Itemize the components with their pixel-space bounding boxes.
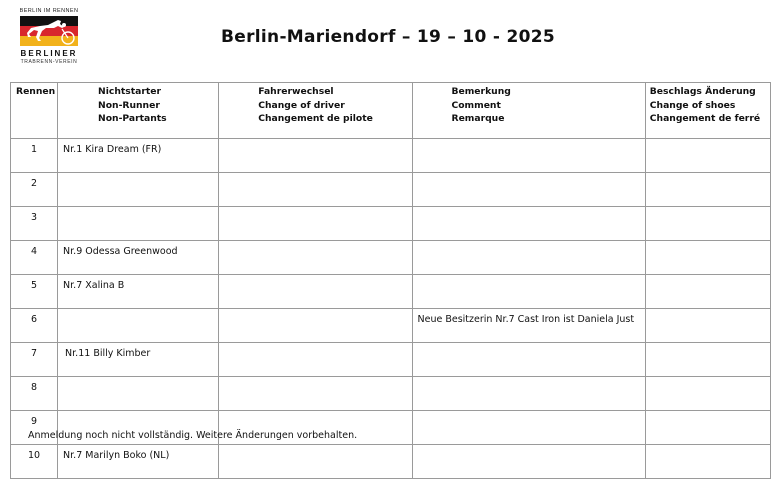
comment-cell: Neue Besitzerin Nr.7 Cast Iron ist Daniela Just [412,309,645,343]
table-row [11,173,771,207]
non-starter-cell: Nr.9 Odessa Greenwood [58,241,219,275]
comment-cell [412,275,645,309]
changes-table [10,82,771,479]
table-row [11,309,771,343]
driver-change-cell [219,377,412,411]
race-number: 3 [11,207,58,241]
driver-change-cell [219,309,412,343]
comment-cell [412,343,645,377]
driver-change-cell [219,445,412,479]
table-row [11,445,771,479]
driver-change-cell [219,207,412,241]
header-comment: Bemerkung Comment Remarque [412,83,645,139]
table-row [11,139,771,173]
race-number: 6 [11,309,58,343]
race-number: 8 [11,377,58,411]
logo-name: BERLINER [20,49,78,58]
comment-cell [412,445,645,479]
non-starter-cell: Nr.7 Marilyn Boko (NL) [58,445,219,479]
non-starter-cell: Nr.7 Xalina B [58,275,219,309]
race-number: 7 [11,343,58,377]
comment-cell [412,241,645,275]
shoes-cell [645,241,770,275]
logo-top-text: BERLIN IM RENNEN [19,8,79,14]
logo-subtitle: TRABRENN-VEREIN [20,59,78,65]
table-row [11,377,771,411]
shoes-cell [645,173,770,207]
comment-cell [412,207,645,241]
table-row [11,241,771,275]
shoes-cell [645,411,770,445]
non-starter-cell: Nr.1 Kira Dream (FR) [58,139,219,173]
shoes-cell [645,377,770,411]
non-starter-cell [58,207,219,241]
driver-change-cell [219,173,412,207]
shoes-cell [645,445,770,479]
header-race: Rennen [11,83,58,139]
header-driver-change: Fahrerwechsel Change of driver Changement de pilote [219,83,412,139]
non-starter-cell: Nr.11 Billy Kimber [58,343,219,377]
shoes-cell [645,343,770,377]
race-number: 2 [11,173,58,207]
race-number: 4 [11,241,58,275]
comment-cell [412,173,645,207]
non-starter-cell [58,377,219,411]
table-row [11,343,771,377]
header-shoes: Beschlags Änderung Change of shoes Changement de ferré [645,83,770,139]
race-number: 1 [11,139,58,173]
race-number: 9 [11,411,58,445]
shoes-cell [645,207,770,241]
driver-change-cell [219,343,412,377]
shoes-cell [645,139,770,173]
driver-change-cell [219,241,412,275]
table-row [11,207,771,241]
header-non-starters: Nichtstarter Non-Runner Non-Partants [58,83,219,139]
footer-note: Anmeldung noch nicht vollständig. Weitere Änderungen vorbehalten. [28,430,358,441]
non-starter-cell [58,173,219,207]
table-header-row [11,83,771,139]
comment-cell [412,411,645,445]
page-title: Berlin-Mariendorf – 19 – 10 - 2025 [221,27,555,47]
driver-change-cell [219,275,412,309]
race-number: 5 [11,275,58,309]
race-number: 10 [11,445,58,479]
driver-change-cell [219,139,412,173]
shoes-cell [645,309,770,343]
shoes-cell [645,275,770,309]
table-row [11,275,771,309]
comment-cell [412,139,645,173]
comment-cell [412,377,645,411]
non-starter-cell [58,309,219,343]
